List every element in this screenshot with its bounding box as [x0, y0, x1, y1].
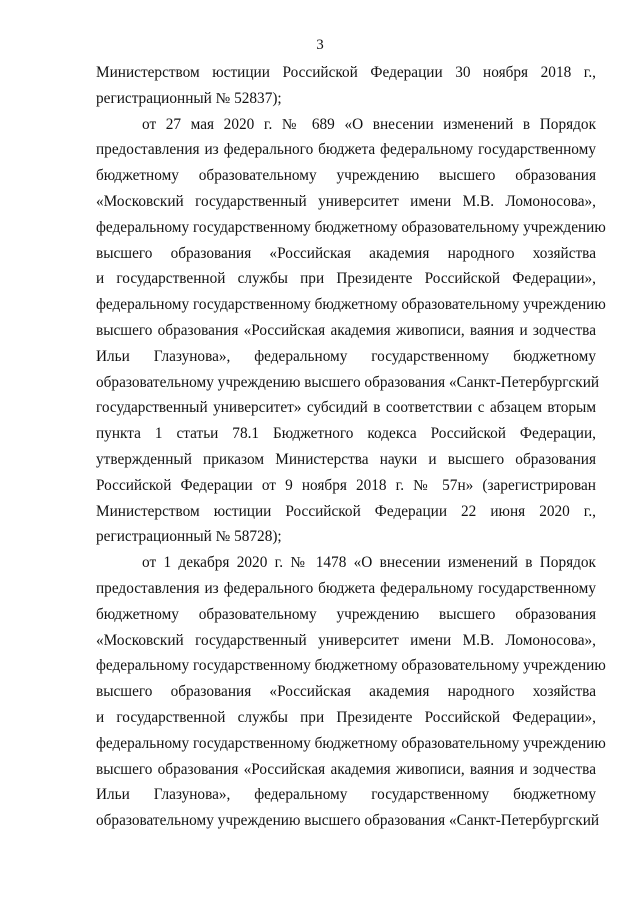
text-line: федеральному государственному бюджетному образовательному учреждению — [96, 657, 606, 675]
text-line: Ильи Глазунова», федеральному государственному бюджетному — [96, 786, 596, 804]
text-line: предоставления из федерального бюджета федеральному государственному — [96, 579, 596, 597]
text-line: от 27 мая 2020 г. № 689 «О внесении изменений в Порядок — [142, 115, 596, 133]
text-line: Министерством юстиции Российской Федерации 22 июня 2020 г., — [96, 502, 596, 520]
text-line: бюджетному образовательному учреждению высшего образования — [96, 167, 596, 185]
text-line: федеральному государственному бюджетному образовательному учреждению — [96, 296, 606, 314]
text-line: высшего образования «Российская академия народного хозяйства — [96, 683, 596, 701]
text-line: государственный университет» субсидий в соответствии с абзацем вторым — [96, 399, 596, 417]
text-line: регистрационный № 58728); — [96, 528, 282, 546]
text-line: «Московский государственный университет имени М.В. Ломоносова», — [96, 631, 596, 649]
text-line: высшего образования «Российская академия живописи, ваяния и зодчества — [96, 760, 596, 778]
text-line: Ильи Глазунова», федеральному государственному бюджетному — [96, 347, 596, 365]
text-line: Российской Федерации от 9 ноября 2018 г. № 57н» (зарегистрирован — [96, 476, 596, 494]
text-line: высшего образования «Российская академия народного хозяйства — [96, 244, 596, 262]
text-line: образовательному учреждению высшего образования «Санкт-Петербургский — [96, 373, 600, 391]
text-line: и государственной службы при Президенте Российской Федерации», — [96, 708, 596, 726]
paragraph-order-689 — [96, 112, 606, 551]
text-line: Министерством юстиции Российской Федерации 30 ноября 2018 г., — [96, 64, 596, 81]
text-line: предоставления из федерального бюджета федеральному государственному — [96, 141, 596, 159]
text-line: утвержденный приказом Министерства науки и высшего образования — [96, 450, 596, 468]
document-body — [96, 60, 606, 834]
text-line: высшего образования «Российская академия живописи, ваяния и зодчества — [96, 321, 596, 339]
text-line: «Московский государственный университет имени М.В. Ломоносова», — [96, 192, 596, 210]
text-line: регистрационный № 52837); — [96, 89, 282, 107]
text-line: федеральному государственному бюджетному образовательному учреждению — [96, 734, 606, 752]
text-line: образовательному учреждению высшего образования «Санкт-Петербургский — [96, 812, 600, 830]
paragraph-order-1478 — [96, 550, 606, 834]
paragraph-continuation — [96, 60, 596, 112]
page-number: 3 — [316, 37, 324, 53]
text-line: и государственной службы при Президенте Российской Федерации», — [96, 270, 596, 288]
text-line: от 1 декабря 2020 г. № 1478 «О внесении изменений в Порядок — [142, 554, 596, 572]
text-line: пункта 1 статьи 78.1 Бюджетного кодекса Российской Федерации, — [96, 425, 596, 443]
text-line: федеральному государственному бюджетному образовательному учреждению — [96, 218, 606, 236]
text-line: бюджетному образовательному учреждению высшего образования — [96, 605, 596, 623]
